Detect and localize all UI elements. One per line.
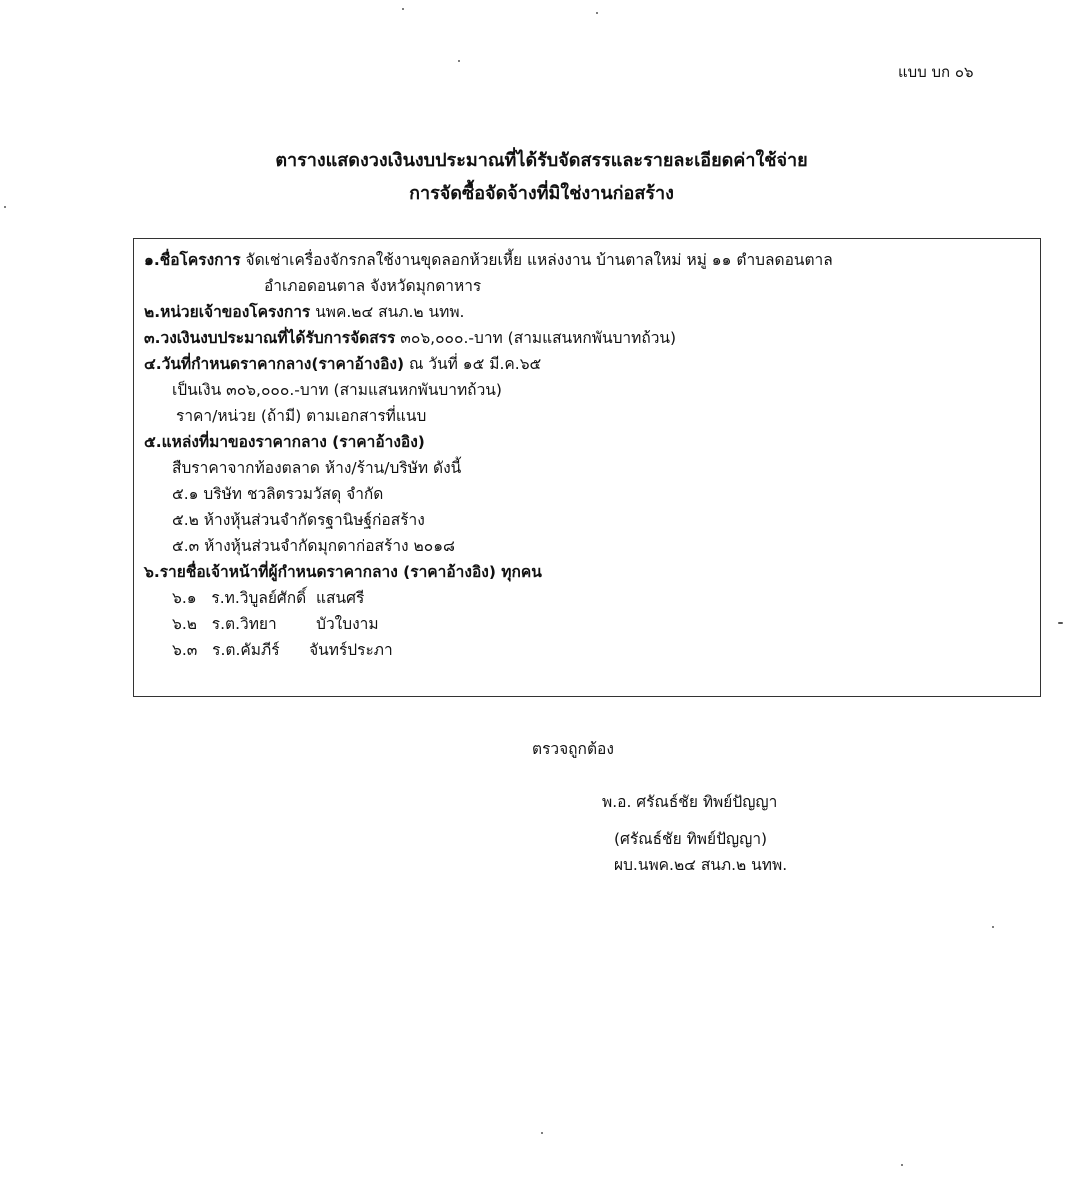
owner-unit-text: นพค.๒๔ สนภ.๒ นทพ. bbox=[310, 303, 465, 321]
price-source-item: ๕.๒ ห้างหุ้นส่วนจำกัดรฐานิษฐ์ก่อสร้าง bbox=[172, 511, 425, 529]
section-budget bbox=[144, 325, 676, 350]
member-name: ร.ท.วิบูลย์ศักดิ์ แสนศรี bbox=[211, 589, 365, 607]
budget-text: ๓๐๖,๐๐๐.-บาท (สามแสนหกพันบาทถ้วน) bbox=[395, 329, 677, 347]
project-name-text: จัดเช่าเครื่องจักรกลใช้งานขุดลอกห้วยเหี้ย แหล่งงาน บ้านตาลใหม่ หมู่ ๑๑ ตำบลดอนตาล bbox=[240, 251, 833, 269]
reference-amount: เป็นเงิน ๓๐๖,๐๐๐.-บาท (สามแสนหกพันบาทถ้วน) bbox=[172, 381, 502, 399]
scan-speck bbox=[541, 1132, 543, 1134]
scan-speck bbox=[402, 8, 404, 10]
section-owner-unit bbox=[144, 299, 464, 324]
section-6-label: ๖.รายชื่อเจ้าหน้าที่ผู้กำหนดราคากลาง (ราคาอ้างอิง) ทุกคน bbox=[144, 563, 542, 581]
scan-speck bbox=[596, 12, 598, 14]
price-source-item: ๕.๑ บริษัท ชวลิตรวมวัสดุ จำกัด bbox=[172, 485, 384, 503]
scan-speck bbox=[4, 206, 6, 208]
signature-printed-name: (ศรัณธ์ชัย ทิพย์ปัญญา) bbox=[614, 830, 768, 848]
section-5-label: ๕.แหล่งที่มาของราคากลาง (ราคาอ้างอิง) bbox=[144, 433, 425, 451]
scan-speck bbox=[1058, 622, 1063, 624]
member-name: ร.ต.คัมภีร์ จันทร์ประภา bbox=[212, 641, 393, 659]
form-code: แบบ บก ๐๖ bbox=[898, 63, 974, 81]
scan-speck bbox=[901, 1164, 903, 1166]
section-3-label: ๓.วงเงินงบประมาณที่ได้รับการจัดสรร bbox=[144, 329, 396, 347]
certify-label: ตรวจถูกต้อง bbox=[532, 740, 614, 758]
scan-speck bbox=[458, 60, 460, 62]
price-source-item: ๕.๓ ห้างหุ้นส่วนจำกัดมุกดาก่อสร้าง ๒๐๑๘ bbox=[172, 537, 456, 555]
committee-member bbox=[172, 585, 364, 610]
section-project-name bbox=[144, 247, 833, 272]
unit-price: ราคา/หน่วย (ถ้ามี) ตามเอกสารที่แนบ bbox=[176, 407, 427, 425]
section-4-label: ๔.วันที่กำหนดราคากลาง(ราคาอ้างอิง) bbox=[144, 355, 405, 373]
member-number: ๖.๓ bbox=[172, 641, 198, 659]
member-name: ร.ต.วิทยา บัวใบงาม bbox=[211, 615, 379, 633]
project-details-box bbox=[133, 238, 1041, 697]
reference-date-text: ณ วันที่ ๑๕ มี.ค.๖๕ bbox=[404, 355, 542, 373]
project-location-text: อำเภอดอนตาล จังหวัดมุกดาหาร bbox=[264, 277, 482, 295]
section-2-label: ๒.หน่วยเจ้าของโครงการ bbox=[144, 303, 311, 321]
member-number: ๖.๑ bbox=[172, 589, 197, 607]
signature-signed-name: พ.อ. ศรัณธ์ชัย ทิพย์ปัญญา bbox=[602, 793, 778, 811]
document-title-line1: ตารางแสดงวงเงินงบประมาณที่ได้รับจัดสรรและรายละเอียดค่าใช้จ่าย bbox=[275, 150, 808, 171]
section-1-label: ๑.ชื่อโครงการ bbox=[144, 251, 241, 269]
document-title-line2: การจัดซื้อจัดจ้างที่มิใช่งานก่อสร้าง bbox=[409, 183, 674, 204]
committee-member bbox=[172, 637, 393, 662]
signature-position: ผบ.นพค.๒๔ สนภ.๒ นทพ. bbox=[614, 856, 788, 874]
scan-speck bbox=[992, 926, 994, 928]
section-reference-date bbox=[144, 351, 541, 376]
price-source-intro: สืบราคาจากท้องตลาด ห้าง/ร้าน/บริษัท ดังนี้ bbox=[172, 459, 462, 477]
member-number: ๖.๒ bbox=[172, 615, 197, 633]
committee-member bbox=[172, 611, 379, 636]
